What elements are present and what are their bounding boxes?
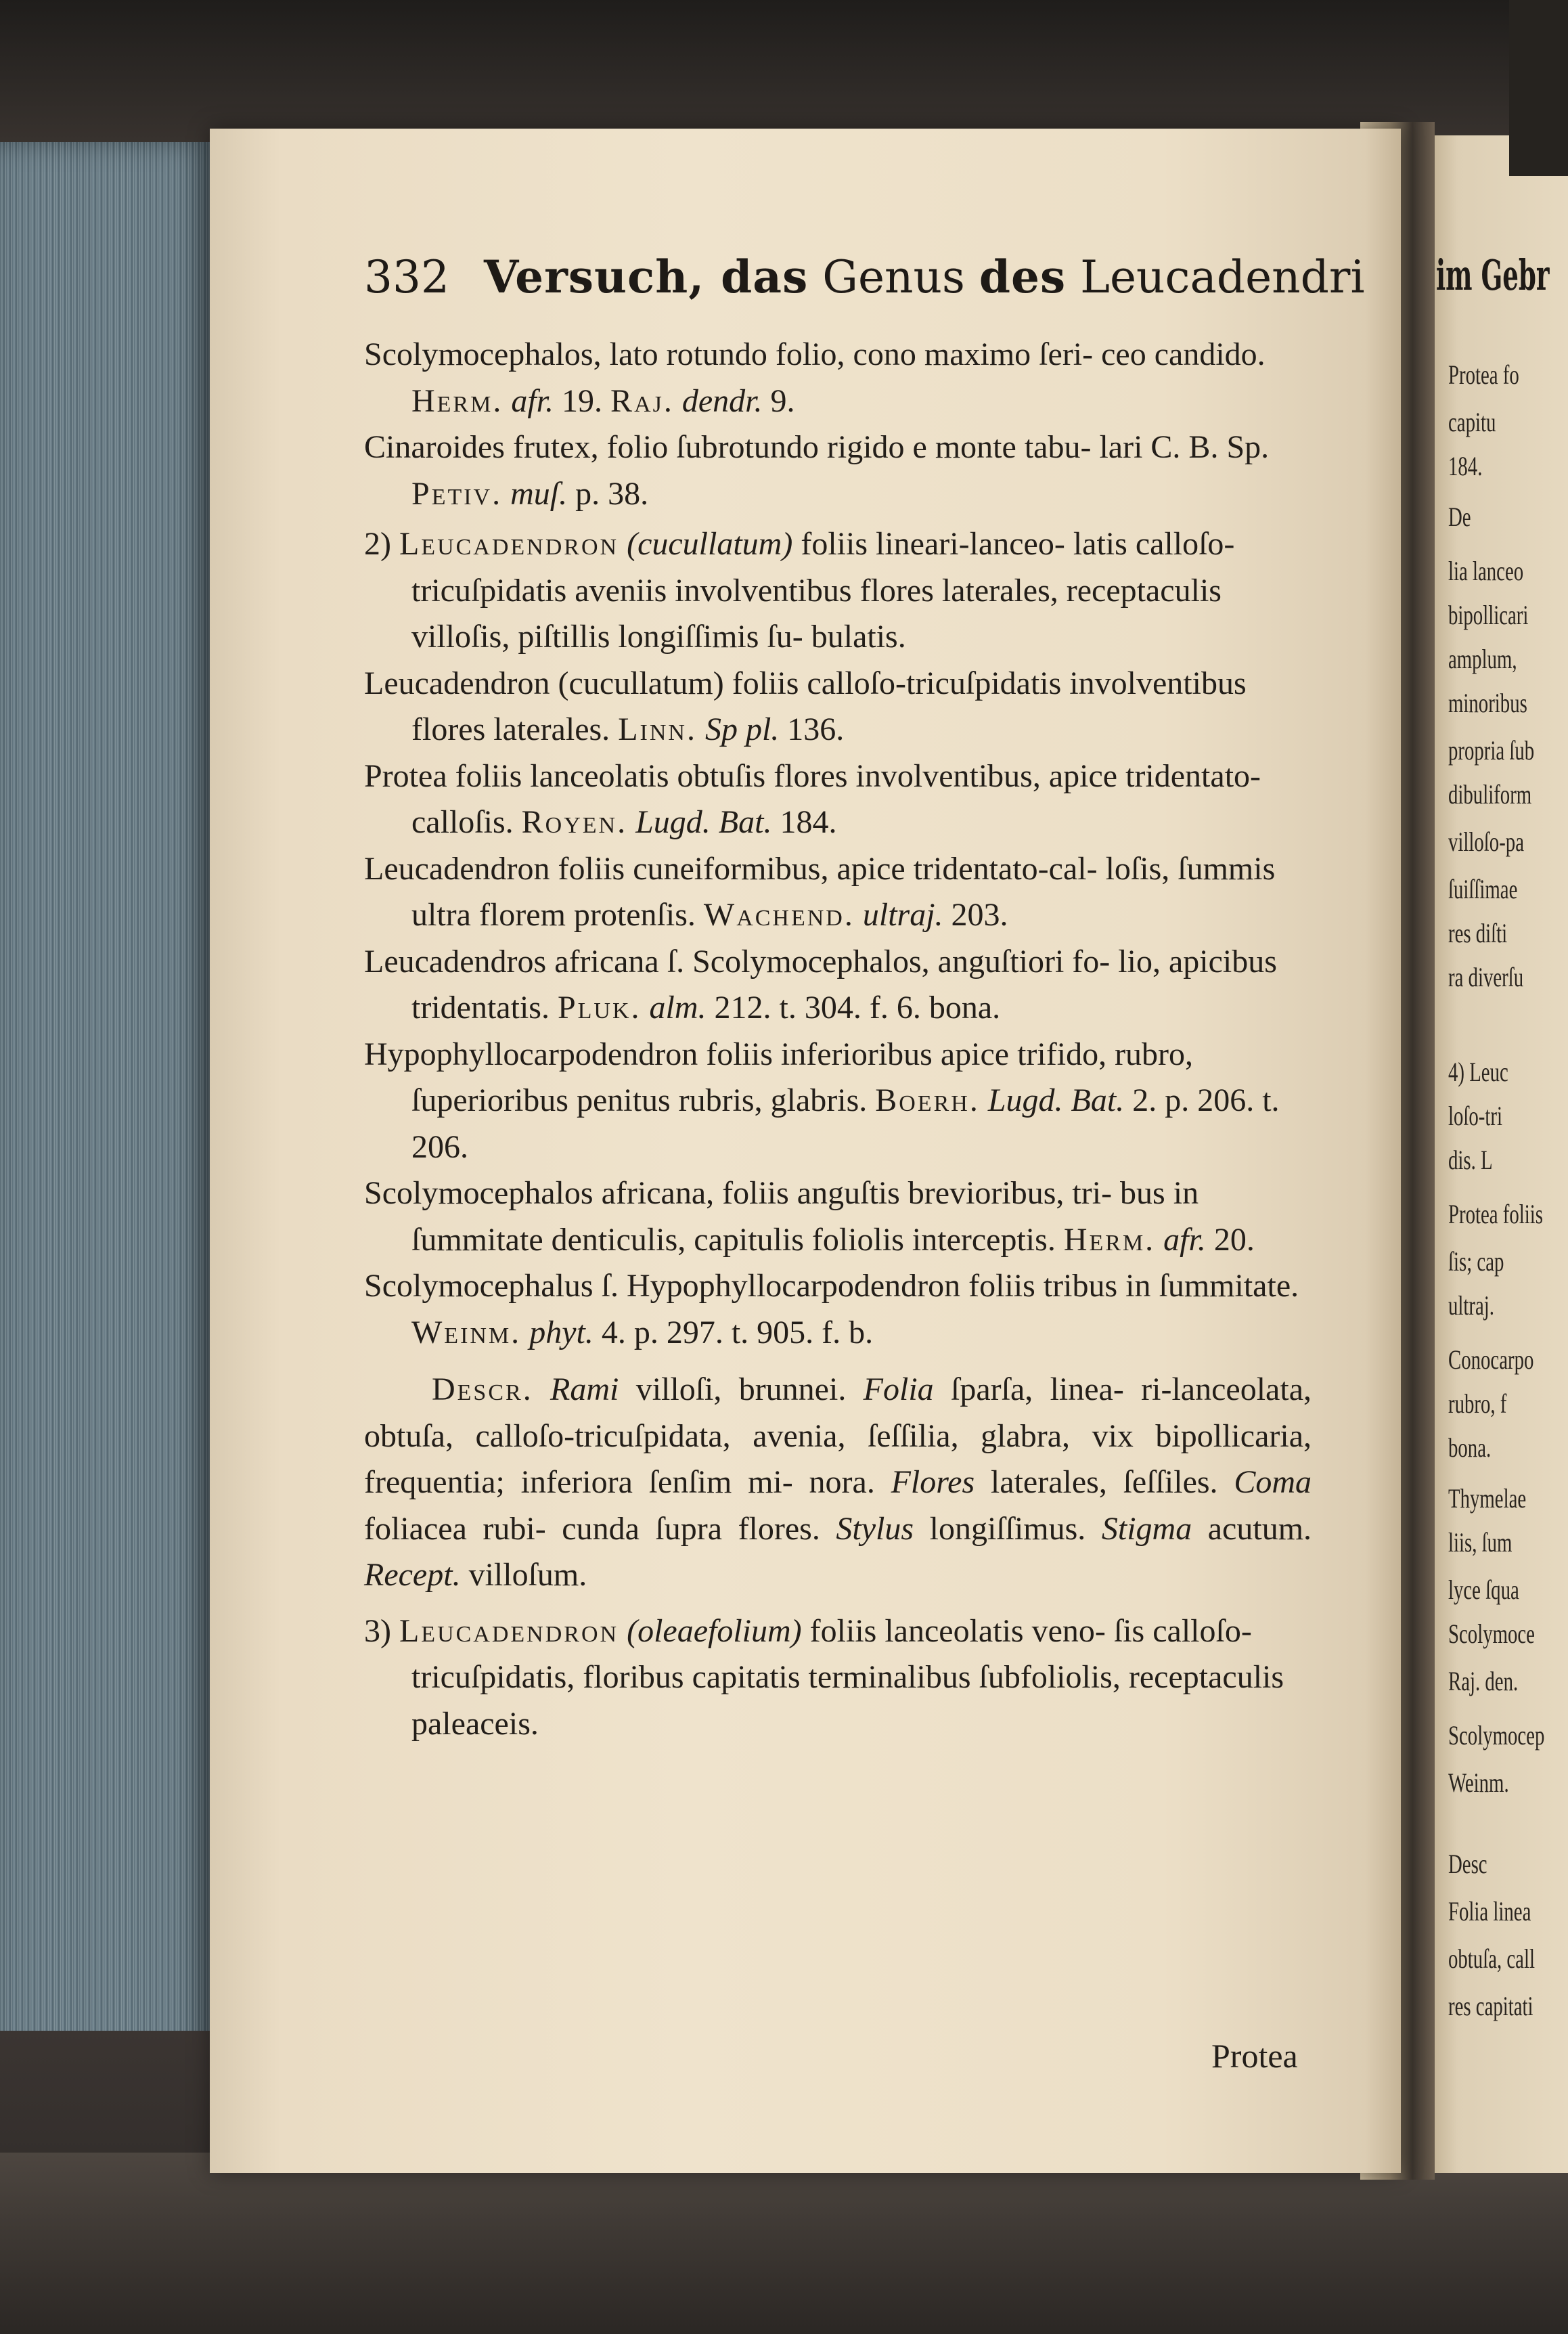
page-body <box>364 332 1312 1747</box>
facing-page-line: Scolymoce <box>1448 1619 1535 1649</box>
species-entry-2: 2) Leucadendron (cucullatum) foliis lineari-lanceo- latis calloſo-tricuſpidatis aveniis involventibus flores laterales, receptaculis villoſis, piſtillis longiſſimis ſu- bulatis. <box>364 526 1235 655</box>
facing-page-line: De <box>1448 502 1471 532</box>
catchword: Protea <box>1211 2037 1298 2075</box>
header-latin-2: Leucadendri <box>1080 251 1365 303</box>
facing-page-line: ra diverſu <box>1448 962 1524 992</box>
facing-page-line: res diſti <box>1448 918 1508 948</box>
facing-page-line: obtuſa, call <box>1448 1943 1535 1974</box>
synonym-entry-2: Cinaroides frutex, folio ſubrotundo rigido e monte tabu- lari C. B. Sp. Petiv. muſ. p. 38. <box>364 429 1270 512</box>
background-bottom <box>0 2153 1568 2334</box>
facing-page-line: dibuliform <box>1448 779 1532 810</box>
page-number: 332 <box>364 251 449 303</box>
facing-page-line: bona. <box>1448 1432 1492 1463</box>
facing-page-line: lyce ſqua <box>1448 1575 1519 1605</box>
facing-page-header: im Gebr <box>1436 250 1550 300</box>
synonym-entry-boerh: Hypophyllocarpodendron foliis inferioribus apice trifido, rubro, ſuperioribus penitus rubris, glabris. Boerh. Lugd. Bat. 2. p. 206. t. 206. <box>364 1036 1280 1165</box>
facing-page-line: Conocarpo <box>1448 1344 1534 1375</box>
synonym-entry-linn: Leucadendron (cucullatum) foliis calloſo-tricuſpidatis involventibus flores laterales. Linn. Sp pl. 136. <box>364 665 1247 747</box>
facing-page <box>1421 135 1568 2173</box>
facing-page-line: res capitati <box>1448 1991 1533 2021</box>
book-page-edges <box>0 142 210 2078</box>
facing-page-line: Raj. den. <box>1448 1666 1519 1696</box>
facing-page-line: 184. <box>1448 451 1483 481</box>
facing-page-line: capitu <box>1448 407 1496 437</box>
facing-page-line: bipollicari <box>1448 600 1529 630</box>
facing-page-line: Weinm. <box>1448 1767 1509 1798</box>
facing-page-line: Protea fo <box>1448 359 1519 390</box>
facing-page-line: amplum, <box>1448 644 1517 674</box>
facing-page-line: Desc <box>1448 1849 1487 1879</box>
book-strap <box>1509 0 1568 176</box>
page-header <box>364 250 1365 303</box>
header-fraktur-2: des <box>979 250 1067 303</box>
description-paragraph: Descr. Rami villoſi, brunnei. Folia ſparſa, linea- ri-lanceolata, obtuſa, calloſo-tricuſpidata, avenia, ſeſſilia, glabra, vix bipollicaria, frequentia; inferiora ſenſim mi- nora. Flores laterales, ſeſſiles. Coma foliacea rubi- cunda ſupra flores. Stylus longiſſimus. Stigma acutum. Recept. villoſum. <box>364 1371 1312 1593</box>
facing-page-line: ultraj. <box>1448 1290 1494 1321</box>
facing-page-line: villoſo-pa <box>1448 827 1524 857</box>
facing-page-line: Scolymocep <box>1448 1720 1545 1750</box>
header-latin-1: Genus <box>822 251 965 303</box>
synonym-entry-royen: Protea foliis lanceolatis obtuſis flores involventibus, apice tridentato-calloſis. Royen. Lugd. Bat. 184. <box>364 757 1261 840</box>
facing-page-line: ſuiſſimae <box>1448 874 1518 904</box>
facing-page-line: liis, ſum <box>1448 1527 1513 1558</box>
facing-page-line: rubro, f <box>1448 1388 1507 1419</box>
facing-page-line: minoribus <box>1448 688 1527 718</box>
synonym-entry-pluk: Leucadendros africana ſ. Scolymocephalos, anguſtiori fo- lio, apicibus tridentatis. Pluk. alm. 212. t. 304. f. 6. bona. <box>364 943 1277 1026</box>
synonym-entry-wachend: Leucadendron foliis cuneiformibus, apice tridentato-cal- loſis, ſummis ultra florem protenſis. Wachend. ultraj. 203. <box>364 850 1276 933</box>
header-fraktur-1: Versuch, das <box>483 250 809 303</box>
facing-page-line: Protea foliis <box>1448 1199 1543 1229</box>
facing-page-line: Thymelae <box>1448 1483 1527 1514</box>
facing-page-line: lia lanceo <box>1448 556 1524 586</box>
synonym-entry-herm-2: Scolymocephalos africana, foliis anguſtis brevioribus, tri- bus in ſummitate denticulis, capitulis foliolis interceptis. Herm. afr. 20. <box>364 1175 1255 1258</box>
synonym-entry-weinm: Scolymocephalus ſ. Hypophyllocarpodendron foliis tribus in ſummitate. Weinm. phyt. 4. p. 297. t. 905. f. b. <box>364 1268 1299 1350</box>
synonym-entry-1: Scolymocephalos, lato rotundo folio, cono maximo ſeri- ceo candido. Herm. afr. 19. Raj. dendr. 9. <box>364 336 1265 419</box>
facing-page-line: Folia linea <box>1448 1896 1531 1926</box>
facing-page-line: ſis; cap <box>1448 1246 1504 1277</box>
facing-page-line: dis. L <box>1448 1145 1493 1175</box>
facing-page-line: loſo-tri <box>1448 1101 1502 1131</box>
facing-page-line: propria ſub <box>1448 735 1535 766</box>
species-entry-3: 3) Leucadendron (oleaefolium) foliis lanceolatis veno- ſis calloſo-tricuſpidatis, floribus capitatis terminalibus ſubfoliolis, receptaculis paleaceis. <box>364 1612 1284 1742</box>
facing-page-line: 4) Leuc <box>1448 1057 1508 1087</box>
